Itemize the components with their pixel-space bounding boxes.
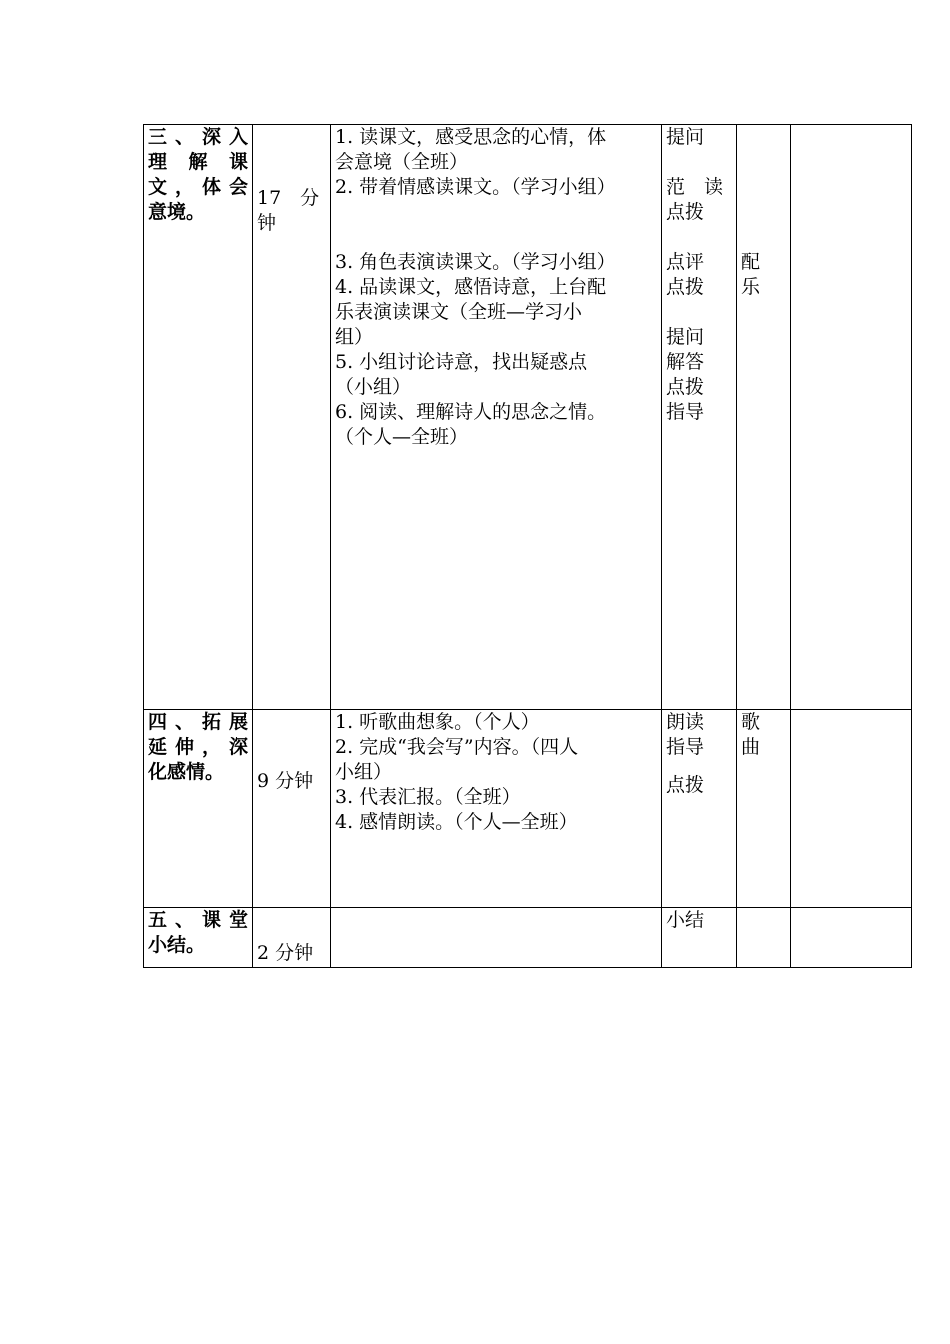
table-row <box>144 710 912 908</box>
stage-text: 化感情。 <box>148 761 225 783</box>
activity-line: 3. 代表汇报。（全班） <box>335 786 521 808</box>
method-text: 范 读 <box>666 176 724 198</box>
stage-text: 文，体会 <box>148 176 248 198</box>
time-text: 钟 <box>257 212 277 234</box>
method-text: 提问 <box>666 326 705 348</box>
lesson-plan-table <box>143 124 912 968</box>
media-cell <box>737 710 791 908</box>
table-row <box>144 908 912 968</box>
activity-line: 4. 感情朗读。（个人—全班） <box>335 811 578 833</box>
activities-cell <box>331 908 662 968</box>
method-text: 解答 <box>666 351 705 373</box>
time-text: 2 分钟 <box>257 942 314 964</box>
method-text: 指导 <box>666 401 705 423</box>
activity-line: 4. 品读课文，感悟诗意，上台配 <box>335 276 607 298</box>
activity-line: 1. 听歌曲想象。（个人） <box>335 711 540 733</box>
stage-text: 三、深入 <box>148 126 248 148</box>
notes-cell <box>791 710 912 908</box>
method-text: 点拨 <box>666 201 705 223</box>
activity-line: 2. 完成“我会写”内容。（四人 <box>335 736 579 758</box>
notes-cell <box>791 908 912 968</box>
method-text: 点拨 <box>666 774 705 796</box>
method-text: 小结 <box>666 909 705 931</box>
activities-cell <box>331 710 662 908</box>
activity-line: 会意境（全班） <box>335 151 469 173</box>
stage-cell <box>144 125 253 710</box>
time-cell <box>253 125 331 710</box>
media-cell <box>737 908 791 968</box>
media-text: 乐 <box>741 276 761 298</box>
media-text: 曲 <box>741 736 761 758</box>
method-text: 点拨 <box>666 376 705 398</box>
time-text: 17 分 <box>257 187 320 209</box>
methods-cell <box>662 710 737 908</box>
method-text: 点拨 <box>666 276 705 298</box>
media-text: 歌 <box>741 711 761 733</box>
method-text: 指导 <box>666 736 705 758</box>
stage-cell <box>144 710 253 908</box>
method-text: 朗读 <box>666 711 705 733</box>
stage-text: 延伸，深 <box>148 736 248 758</box>
table-row <box>144 125 912 710</box>
activity-line: 1. 读课文，感受思念的心情，体 <box>335 126 607 148</box>
notes-cell <box>791 125 912 710</box>
stage-text: 四、拓展 <box>148 711 248 733</box>
activity-line: 5. 小组讨论诗意，找出疑惑点 <box>335 351 588 373</box>
stage-text: 五、课堂 <box>148 909 248 931</box>
stage-text: 理 解 课 <box>148 151 248 173</box>
methods-cell <box>662 908 737 968</box>
time-cell <box>253 908 331 968</box>
stage-cell <box>144 908 253 968</box>
media-cell <box>737 125 791 710</box>
activity-line: （小组） <box>335 376 412 398</box>
stage-text: 小结。 <box>148 934 206 956</box>
activities-cell <box>331 125 662 710</box>
methods-cell <box>662 125 737 710</box>
activity-line: 乐表演读课文（全班—学习小 <box>335 301 583 323</box>
method-text: 点评 <box>666 251 705 273</box>
method-text: 提问 <box>666 126 705 148</box>
activity-line: 组） <box>335 326 374 348</box>
activity-line: 小组） <box>335 761 393 783</box>
activity-line: 3. 角色表演读课文。（学习小组） <box>335 251 616 273</box>
time-text: 9 分钟 <box>257 770 314 792</box>
stage-text: 意境。 <box>148 201 206 223</box>
media-text: 配 <box>741 251 761 273</box>
activity-line: 2. 带着情感读课文。（学习小组） <box>335 176 616 198</box>
activity-line: 6. 阅读、理解诗人的思念之情。 <box>335 401 607 423</box>
time-cell <box>253 710 331 908</box>
activity-line: （个人—全班） <box>335 426 469 448</box>
